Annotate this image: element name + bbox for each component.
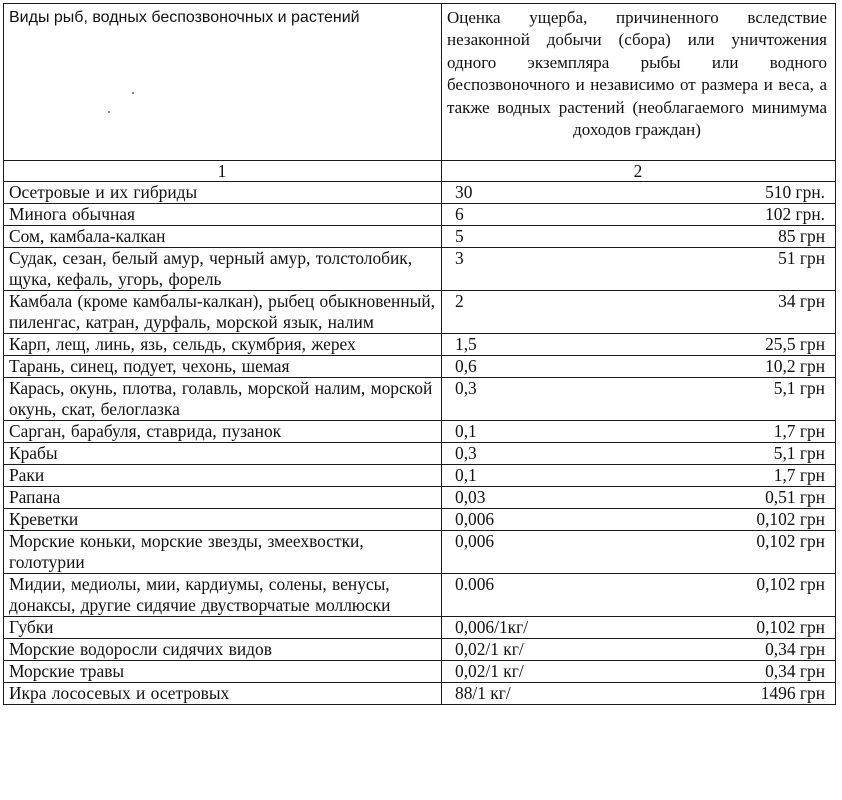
species-cell: Минога обычная: [4, 204, 442, 226]
coefficient-value: 0,1: [455, 421, 477, 441]
table-row: [4, 291, 836, 334]
damage-value-cell: [442, 421, 836, 443]
table-row: [4, 421, 836, 443]
damage-value-cell: [442, 509, 836, 531]
header-species-cell: [4, 4, 442, 161]
species-cell: Икра лососевых и осетровых: [4, 683, 442, 705]
amount-value: 102 грн.: [765, 204, 825, 224]
damage-value-cell: [442, 487, 836, 509]
amount-value: 0,34 грн: [765, 639, 825, 659]
coefficient-value: 88/1 кг/: [455, 683, 511, 703]
species-cell: Морские травы: [4, 661, 442, 683]
damage-value-cell: [442, 291, 836, 334]
table-row: [4, 465, 836, 487]
table-row: [4, 531, 836, 574]
damage-value-wrap: [447, 378, 829, 399]
damage-value-wrap: [447, 574, 829, 595]
species-cell: Морские коньки, морские звезды, змеехвостки, голотурии: [4, 531, 442, 574]
species-cell: Морские водоросли сидячих видов: [4, 639, 442, 661]
coefficient-value: 0,3: [455, 443, 477, 463]
damage-value-wrap: [447, 421, 829, 442]
damage-value-cell: [442, 531, 836, 574]
coefficient-value: 0.006: [455, 574, 495, 594]
table-row: [4, 683, 836, 705]
amount-value: 1,7 грн: [773, 421, 825, 441]
damage-value-cell: [442, 574, 836, 617]
damage-value-cell: [442, 248, 836, 291]
column-number-1: 1: [4, 161, 442, 182]
table-row: [4, 356, 836, 378]
coefficient-value: 0,3: [455, 378, 477, 398]
table-row: [4, 639, 836, 661]
scan-speck: [132, 92, 134, 94]
coefficient-value: 0,006: [455, 509, 495, 529]
species-cell: Сарган, барабуля, ставрида, пузанок: [4, 421, 442, 443]
amount-value: 85 грн: [778, 226, 825, 246]
header-damage-cell: [442, 4, 836, 161]
coefficient-value: 1,5: [455, 334, 477, 354]
amount-value: 5,1 грн: [773, 443, 825, 463]
damage-value-cell: [442, 617, 836, 639]
damage-value-wrap: [447, 356, 829, 377]
damage-value-wrap: [447, 291, 829, 312]
damage-value-wrap: [447, 509, 829, 530]
table-row: [4, 182, 836, 204]
damage-value-wrap: [447, 683, 829, 704]
damage-value-cell: [442, 334, 836, 356]
coefficient-value: 0,03: [455, 487, 486, 507]
amount-value: 0,34 грн: [765, 661, 825, 681]
table-row: [4, 248, 836, 291]
amount-value: 34 грн: [778, 291, 825, 311]
amount-value: 25,5 грн: [765, 334, 825, 354]
damage-value-cell: [442, 378, 836, 421]
damage-value-wrap: [447, 465, 829, 486]
damage-value-wrap: [447, 334, 829, 355]
damage-value-wrap: [447, 661, 829, 682]
amount-value: 0,102 грн: [756, 531, 825, 551]
damage-value-cell: [442, 182, 836, 204]
species-cell: Камбала (кроме камбалы-калкан), рыбец обыкновенный, пиленгас, катран, дурфаль, морской язык, налим: [4, 291, 442, 334]
damage-value-wrap: [447, 182, 829, 203]
coefficient-value: 30: [455, 182, 473, 202]
amount-value: 0,102 грн: [756, 617, 825, 637]
table-row: [4, 661, 836, 683]
amount-value: 5,1 грн: [773, 378, 825, 398]
table-row: [4, 226, 836, 248]
damage-value-cell: [442, 661, 836, 683]
species-cell: Судак, сезан, белый амур, черный амур, толстолобик, щука, кефаль, угорь, форель: [4, 248, 442, 291]
amount-value: 0,102 грн: [756, 509, 825, 529]
damage-value-wrap: [447, 226, 829, 247]
coefficient-value: 0,6: [455, 356, 477, 376]
species-cell: Мидии, медиолы, мии, кардиумы, солены, венусы, донаксы, другие сидячие двустворчатые моллюски: [4, 574, 442, 617]
amount-value: 1,7 грн: [773, 465, 825, 485]
column-number-2: 2: [442, 161, 836, 182]
coefficient-value: 0,006/1кг/: [455, 617, 529, 637]
species-cell: Крабы: [4, 443, 442, 465]
table-row: [4, 443, 836, 465]
coefficient-value: 0,02/1 кг/: [455, 639, 524, 659]
species-cell: Тарань, синец, подует, чехонь, шемая: [4, 356, 442, 378]
coefficient-value: 5: [455, 226, 464, 246]
damage-value-cell: [442, 639, 836, 661]
damage-value-wrap: [447, 248, 829, 269]
amount-value: 510 грн.: [765, 182, 825, 202]
table-row: [4, 487, 836, 509]
species-cell: Осетровые и их гибриды: [4, 182, 442, 204]
coefficient-value: 0,006: [455, 531, 495, 551]
table-row: [4, 334, 836, 356]
coefficient-value: 3: [455, 248, 464, 268]
amount-value: 51 грн: [778, 248, 825, 268]
coefficient-value: 0,02/1 кг/: [455, 661, 524, 681]
table-row: [4, 204, 836, 226]
damage-value-wrap: [447, 204, 829, 225]
amount-value: 0,51 грн: [765, 487, 825, 507]
table-row: [4, 617, 836, 639]
table-row: [4, 509, 836, 531]
header-damage-title: Оценка ущерба, причиненного вследствие незаконной добычи (сбора) или уничтожения одного экземпляра рыбы или водного беспозвоночного и независимо от размера и веса, а также водных растений (необлагаемого минимума доходов граждан): [447, 8, 827, 140]
column-number-row: [4, 161, 836, 182]
header-row: [4, 4, 836, 161]
damage-value-cell: [442, 204, 836, 226]
species-cell: Рапана: [4, 487, 442, 509]
species-cell: Раки: [4, 465, 442, 487]
damage-value-wrap: [447, 639, 829, 660]
amount-value: 10,2 грн: [765, 356, 825, 376]
damage-assessment-table: [3, 3, 836, 705]
table-row: [4, 378, 836, 421]
damage-value-wrap: [447, 443, 829, 464]
scan-speck: [108, 111, 110, 113]
damage-value-wrap: [447, 617, 829, 638]
coefficient-value: 2: [455, 291, 464, 311]
species-cell: Губки: [4, 617, 442, 639]
species-cell: Карась, окунь, плотва, голавль, морской налим, морской окунь, скат, белоглазка: [4, 378, 442, 421]
species-cell: Креветки: [4, 509, 442, 531]
damage-value-cell: [442, 443, 836, 465]
amount-value: 1496 грн: [760, 683, 825, 703]
amount-value: 0,102 грн: [756, 574, 825, 594]
coefficient-value: 0,1: [455, 465, 477, 485]
damage-value-cell: [442, 465, 836, 487]
species-cell: Карп, лещ, линь, язь, сельдь, скумбрия, жерех: [4, 334, 442, 356]
damage-value-wrap: [447, 531, 829, 552]
header-species-title: Виды рыб, водных беспозвоночных и растений: [9, 9, 360, 26]
coefficient-value: 6: [455, 204, 464, 224]
damage-value-cell: [442, 683, 836, 705]
damage-value-wrap: [447, 487, 829, 508]
table-row: [4, 574, 836, 617]
damage-value-cell: [442, 356, 836, 378]
species-cell: Сом, камбала-калкан: [4, 226, 442, 248]
damage-value-cell: [442, 226, 836, 248]
